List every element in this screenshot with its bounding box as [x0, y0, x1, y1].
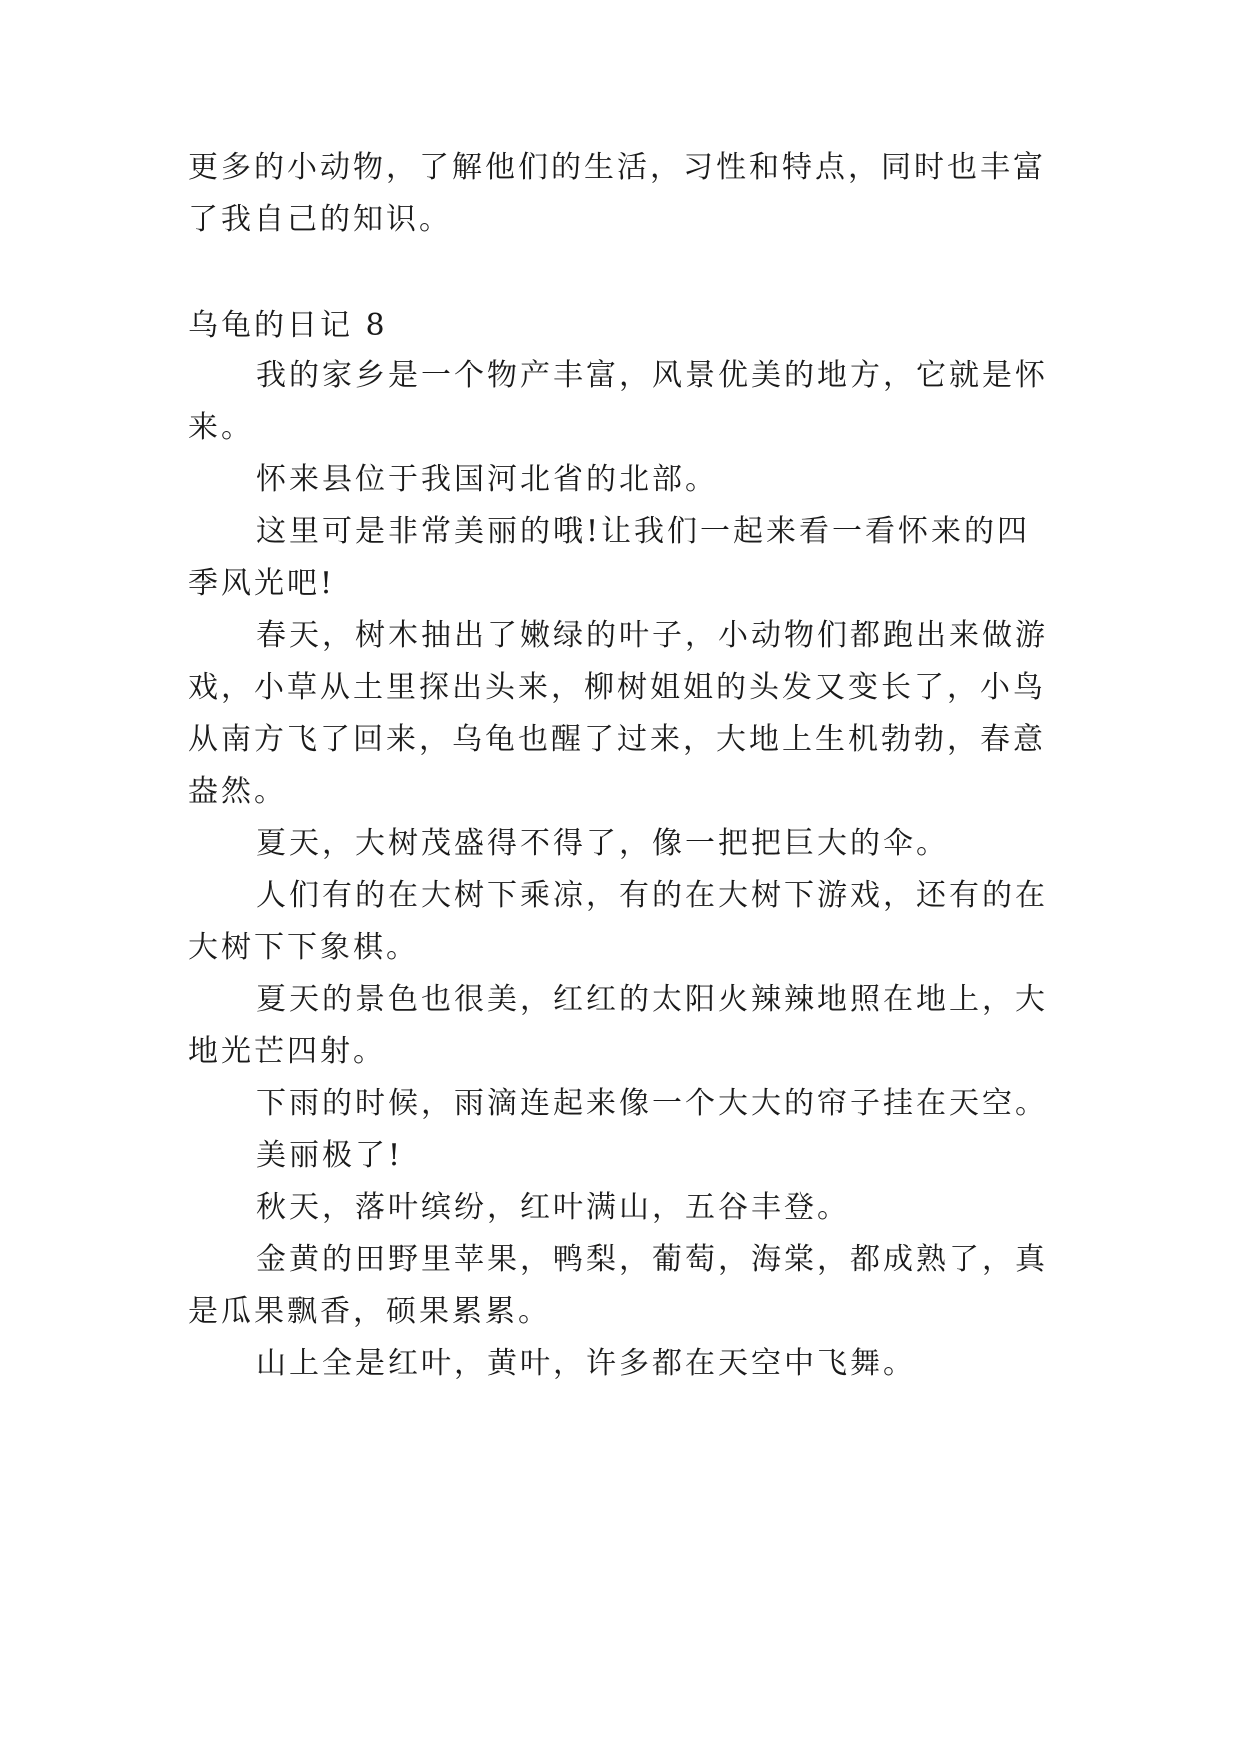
paragraph-line: 山上全是红叶，黄叶，许多都在天空中飞舞。 — [256, 1346, 916, 1381]
paragraph-line: 怀来县位于我国河北省的北部。 — [256, 462, 718, 497]
paragraph-line: 人们有的在大树下乘凉，有的在大树下游戏，还有的在 — [256, 878, 1048, 913]
paragraph-line: 这里可是非常美丽的哦!让我们一起来看一看怀来的四 — [256, 514, 1031, 549]
section-heading: 乌龟的日记 8 — [188, 308, 388, 343]
paragraph-line: 美丽极了! — [256, 1138, 404, 1173]
paragraph-line: 戏，小草从土里探出头来，柳树姐姐的头发又变长了，小鸟 — [188, 670, 1046, 705]
paragraph-line: 季风光吧! — [188, 566, 336, 601]
paragraph-line: 秋天，落叶缤纷，红叶满山，五谷丰登。 — [256, 1190, 850, 1225]
paragraph-line: 是瓜果飘香，硕果累累。 — [188, 1294, 551, 1329]
paragraph-line: 春天，树木抽出了嫩绿的叶子，小动物们都跑出来做游 — [256, 618, 1048, 653]
paragraph-line: 从南方飞了回来，乌龟也醒了过来，大地上生机勃勃，春意 — [188, 722, 1046, 757]
paragraph-line: 夏天，大树茂盛得不得了，像一把把巨大的伞。 — [256, 826, 949, 861]
paragraph-line: 地光芒四射。 — [188, 1034, 386, 1069]
paragraph-line: 大树下下象棋。 — [188, 930, 419, 965]
text-line: 了我自己的知识。 — [188, 202, 452, 237]
text-line: 更多的小动物，了解他们的生活，习性和特点，同时也丰富 — [188, 150, 1046, 185]
paragraph-line: 我的家乡是一个物产丰富，风景优美的地方，它就是怀 — [256, 358, 1048, 393]
paragraph-line: 下雨的时候，雨滴连起来像一个大大的帘子挂在天空。 — [256, 1086, 1048, 1121]
paragraph-line: 来。 — [188, 410, 254, 445]
paragraph-line: 金黄的田野里苹果，鸭梨，葡萄，海棠，都成熟了，真 — [256, 1242, 1048, 1277]
paragraph-line: 夏天的景色也很美，红红的太阳火辣辣地照在地上，大 — [256, 982, 1048, 1017]
paragraph-line: 盎然。 — [188, 774, 287, 809]
